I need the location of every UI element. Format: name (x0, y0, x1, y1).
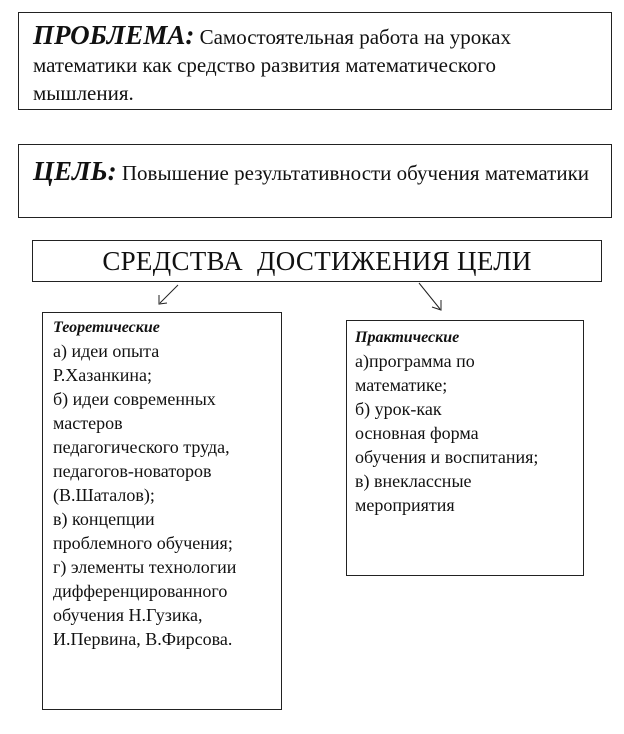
practical-items: а)программа по математике; б) урок-как основная форма обучения и воспитания; в) внеклассные мероприятия (355, 351, 539, 515)
theoretical-heading: Теоретические (53, 319, 160, 336)
problem-label: ПРОБЛЕМА: (33, 20, 195, 50)
theoretical-box (42, 312, 282, 710)
means-title: СРЕДСТВА ДОСТИЖЕНИЯ ЦЕЛИ (102, 246, 532, 276)
practical-heading: Практические (355, 329, 460, 346)
practical-box (346, 320, 584, 576)
problem-box (18, 12, 612, 110)
goal-text: Повышение результативности обучения математики (121, 161, 590, 185)
theoretical-items: а) идеи опыта Р.Хазанкина; б) идеи современных мастеров педагогического труда, педагогов-новаторов (В.Шаталов); в) концепции проблемного обучения; г) элементы технологии дифференцированного обучения Н.Гузика, И.Первина, В.Фирсова. (53, 341, 237, 649)
arrow-to-theoretical (159, 285, 178, 304)
arrow-to-practical (419, 283, 441, 310)
goal-box (18, 144, 612, 218)
problem-text: Самостоятельная работа на уроках математики как средство развития математического мышления. (33, 25, 511, 105)
goal-label: ЦЕЛЬ: (33, 156, 117, 186)
means-box (32, 240, 602, 282)
